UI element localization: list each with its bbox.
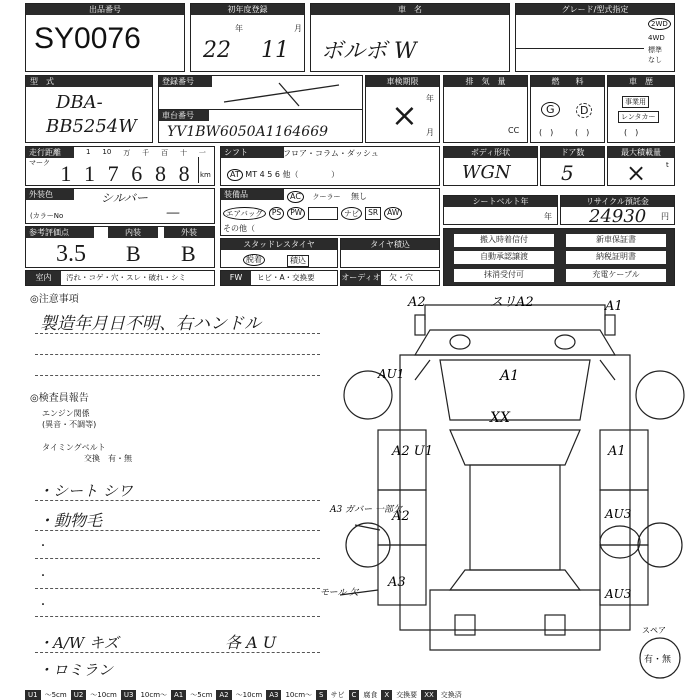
mileage-box <box>25 146 215 186</box>
options-grid <box>443 228 675 286</box>
legend-c-desc: 腐食 <box>363 691 378 699</box>
history-paren: ( ) <box>624 128 639 137</box>
tick-ichi: 一 <box>198 149 206 157</box>
chassis-value: YV1BW6050A1164669 <box>167 124 329 140</box>
equip-sr: SR <box>365 207 381 220</box>
timing-label: タイミングベルト <box>42 443 106 452</box>
legend-u2-desc: ～10cm <box>90 691 117 699</box>
equip-ac: AC <box>287 191 304 203</box>
tick-hyaku: 百 <box>161 149 169 157</box>
score-value: 3.5 <box>56 241 86 267</box>
legend-u2: U2 <box>71 690 87 700</box>
grade-2wd: 2WD <box>648 18 671 30</box>
lot-number-box <box>25 3 185 72</box>
mileage-digit-3: 7 <box>107 161 119 186</box>
lot-number-label: 出品番号 <box>26 4 184 15</box>
fuel-gasoline: G <box>541 102 560 117</box>
mark-left-fender: AU1 <box>378 367 405 381</box>
mark-left-quarter: A3 <box>388 575 406 590</box>
month-label: 月 <box>294 24 302 33</box>
legend-a2-desc: ～10cm <box>235 691 263 699</box>
seatbelt-box <box>443 195 558 225</box>
legend-u3-desc: 10cm～ <box>140 691 168 699</box>
reg-number-label: 登録番号 <box>159 76 212 87</box>
shift-paren-close: ） <box>331 170 340 179</box>
mark-front-bumper: スリA2 <box>490 295 534 310</box>
tick-10: 10 <box>102 148 112 156</box>
displacement-label: 排 気 量 <box>444 76 527 87</box>
tire-load-label: タイヤ積込 <box>341 239 439 250</box>
notes-text: 製造年月日不明、右ハンドル <box>40 314 261 334</box>
report-line-7: ・A/W キズ <box>38 634 119 652</box>
legend-u3: U3 <box>121 690 137 700</box>
doors-label: ドア数 <box>541 147 604 158</box>
capacity-cross: × <box>626 159 647 187</box>
option-6: 充電ケーブル <box>566 269 666 282</box>
audio-label: オーディオ <box>341 271 381 285</box>
mark-right-front-door: A1 <box>608 444 626 459</box>
mileage-digit-2: 1 <box>83 161 95 186</box>
lot-number-value: SY0076 <box>34 22 141 55</box>
displacement-unit: CC <box>508 126 520 135</box>
inspection-box <box>365 75 440 143</box>
legend-u1-desc: ～5cm <box>44 691 67 699</box>
spare-label: スペア <box>642 626 666 635</box>
equip-ps: PS <box>269 207 284 220</box>
audio-row <box>340 270 440 286</box>
mark-left-rear-door: A2 <box>392 509 410 524</box>
tick-1: 1 <box>86 148 91 156</box>
legend-s: S <box>316 690 326 700</box>
shift-label: シフト <box>221 147 284 158</box>
grade-4wd: 4WD <box>648 34 665 42</box>
legend-s-desc: サビ <box>330 691 345 699</box>
doors-value: 5 <box>561 161 574 185</box>
tire-load-box <box>340 238 440 268</box>
mark-left-cover: A3 ガバー 一部欠 <box>330 505 402 515</box>
history-label: 車 歴 <box>608 76 674 87</box>
recycle-value: 24930 <box>589 206 647 227</box>
fuel-paren-1: ( ) <box>539 128 554 137</box>
room-items: 汚れ・コゲ・穴・スレ・破れ・シミ <box>66 273 186 282</box>
shift-gears: 4 5 6 他（ <box>259 170 299 179</box>
scores-box <box>25 226 215 268</box>
tick-man: 万 <box>123 149 131 157</box>
inspection-cross: × <box>391 96 418 134</box>
exterior-color-box <box>25 188 215 224</box>
fuel-paren-2: ( ) <box>575 128 590 137</box>
equip-cooler: クーラー <box>312 193 341 201</box>
report-line-1: ・シート シワ <box>38 482 133 500</box>
mileage-label: 走行距離 <box>26 147 74 158</box>
shift-types: フロア・コラム・ダッシュ <box>283 149 379 158</box>
engine-label: エンジン関係 <box>42 409 90 418</box>
mileage-unit: km <box>200 171 211 179</box>
legend-a1-desc: ～5cm <box>190 691 213 699</box>
color-no-value: — <box>166 205 180 221</box>
equip-other: その他（ <box>223 224 255 233</box>
option-1: 搬入時着信付 <box>454 234 554 247</box>
equipment-box <box>220 188 440 236</box>
fw-items: ヒビ・A・交換要 <box>257 273 315 282</box>
legend-xx: XX <box>421 690 437 700</box>
car-name-box <box>310 3 510 72</box>
studless-label: スタッドレスタイヤ <box>221 239 337 250</box>
tick-ju: 十 <box>180 149 187 157</box>
report-line-2: ・動物毛 <box>38 511 103 530</box>
fw-row <box>220 270 338 286</box>
car-name-label: 車 名 <box>311 4 509 15</box>
displacement-box <box>443 75 528 143</box>
option-4: 納税証明書 <box>566 251 666 264</box>
studless-box <box>220 238 338 268</box>
grade-none: なし <box>648 56 662 64</box>
mark-windshield: XX <box>490 410 510 426</box>
grade-label: グレード/型式指定 <box>516 4 674 15</box>
report-line-8: ・ロミラン <box>38 661 114 679</box>
legend-x: X <box>381 690 392 700</box>
interior-score: B <box>126 241 141 266</box>
recycle-unit: 円 <box>661 212 669 221</box>
room-label: 室内 <box>26 271 61 285</box>
first-registration-box <box>190 3 305 72</box>
mark-left-front-door: A2 U1 <box>392 444 434 459</box>
capacity-label: 最大積載量 <box>608 147 674 158</box>
mark-hood: A1 <box>500 368 520 384</box>
seatbelt-unit: 年 <box>544 212 552 221</box>
legend-a3-desc: 10cm～ <box>285 691 313 699</box>
recycle-label: リサイクル預託金 <box>561 196 674 207</box>
exterior-color-value: シルバー <box>101 191 148 205</box>
legend-a1: A1 <box>171 690 186 700</box>
legend-a2: A2 <box>216 690 231 700</box>
doors-box <box>540 146 605 186</box>
report-aw-grade: 各 A U <box>225 633 277 652</box>
grade-box <box>515 3 675 72</box>
option-5: 抹消受付可 <box>454 269 554 282</box>
equip-airbag: エアバッグ <box>223 207 266 220</box>
model-type-label: 型 式 <box>26 76 152 87</box>
year-label: 年 <box>235 24 243 33</box>
studless-spare: 脱着 <box>243 254 265 266</box>
legend-u1: U1 <box>25 690 41 700</box>
history-business: 事業用 <box>622 96 649 108</box>
spare-value: 有・無 <box>644 655 672 665</box>
inspection-label: 車検期限 <box>366 76 439 87</box>
mark-right-rear-door: AU3 <box>605 507 632 521</box>
mileage-digit-1: 1 <box>60 161 72 186</box>
mileage-digit-5: 8 <box>154 161 166 186</box>
inspector-label: ◎検査員報告 <box>30 393 89 404</box>
notes-label: ◎注意事項 <box>30 294 79 305</box>
model-type-line2: BB5254W <box>46 116 137 137</box>
fuel-label: 燃 料 <box>531 76 604 87</box>
history-box <box>607 75 675 143</box>
exterior-color-label: 外装色 <box>26 189 74 200</box>
legend-x-desc: 交換要 <box>396 691 418 699</box>
registration-box <box>158 75 363 143</box>
inspection-year-unit: 年 <box>426 94 434 103</box>
shift-mt: MT <box>245 170 258 179</box>
body-type-label: ボディ形状 <box>444 147 537 158</box>
recycle-box <box>560 195 675 225</box>
engine-sub: (異音・不調等) <box>42 420 97 429</box>
reg-number-cross <box>219 80 349 110</box>
fuel-diesel: D <box>576 103 592 118</box>
tick-sen: 千 <box>142 149 150 157</box>
capacity-unit: t <box>666 161 669 169</box>
chassis-label: 車台番号 <box>159 110 209 121</box>
room-row <box>25 270 215 286</box>
first-reg-year: 22 <box>203 38 231 63</box>
fuel-box <box>530 75 605 143</box>
mileage-digit-4: 6 <box>131 161 143 186</box>
exterior-score-label: 外装 <box>164 227 214 238</box>
legend-c: C <box>349 690 360 700</box>
first-registration-label: 初年度登録 <box>191 4 304 15</box>
first-reg-month: 11 <box>261 38 289 63</box>
mark-front-left: A2 <box>408 295 426 310</box>
equipment-label: 装備品 <box>221 189 284 200</box>
mileage-digit-6: 8 <box>178 161 190 186</box>
capacity-box <box>607 146 675 186</box>
option-3: 自動承認譲渡 <box>454 251 554 264</box>
legend-xx-desc: 交換済 <box>440 691 462 699</box>
interior-label: 内装 <box>108 227 158 238</box>
audio-items: 欠・穴 <box>389 273 413 282</box>
car-name-value: ボルボ W <box>321 39 417 64</box>
car-damage-diagram <box>320 290 675 690</box>
equip-none: 無し <box>351 192 368 201</box>
studless-loaded: 積込 <box>287 255 309 267</box>
model-type-line1: DBA- <box>56 92 103 113</box>
legend-a3: A3 <box>266 690 281 700</box>
inspection-month-unit: 月 <box>426 128 434 137</box>
color-no-label: (カラーNo <box>30 212 64 220</box>
body-type-value: WGN <box>462 162 511 183</box>
mark-right-quarter: AU3 <box>605 587 632 601</box>
equip-pw: PW <box>287 207 305 220</box>
body-type-box <box>443 146 538 186</box>
history-rental: レンタカー <box>618 111 659 123</box>
model-type-box <box>25 75 153 143</box>
seatbelt-label: シートベルト年 <box>444 196 557 207</box>
equip-aw: AW <box>384 207 402 220</box>
exterior-score: B <box>181 241 196 266</box>
legend-bar <box>25 690 675 700</box>
grade-standard: 標準 <box>648 46 662 54</box>
timing-sub: 交換 有・無 <box>84 454 132 463</box>
equip-navi: ナビ <box>341 207 362 220</box>
mark-front-right: A1 <box>605 299 623 314</box>
shift-at: AT <box>227 169 243 181</box>
mark-molding: モール 欠 <box>320 588 359 598</box>
mileage-mark-label: マーク <box>29 159 50 167</box>
shift-box <box>220 146 440 186</box>
option-2: 新車保証書 <box>566 234 666 247</box>
fw-label: FW <box>221 271 251 285</box>
score-label: 参考評価点 <box>26 227 94 238</box>
